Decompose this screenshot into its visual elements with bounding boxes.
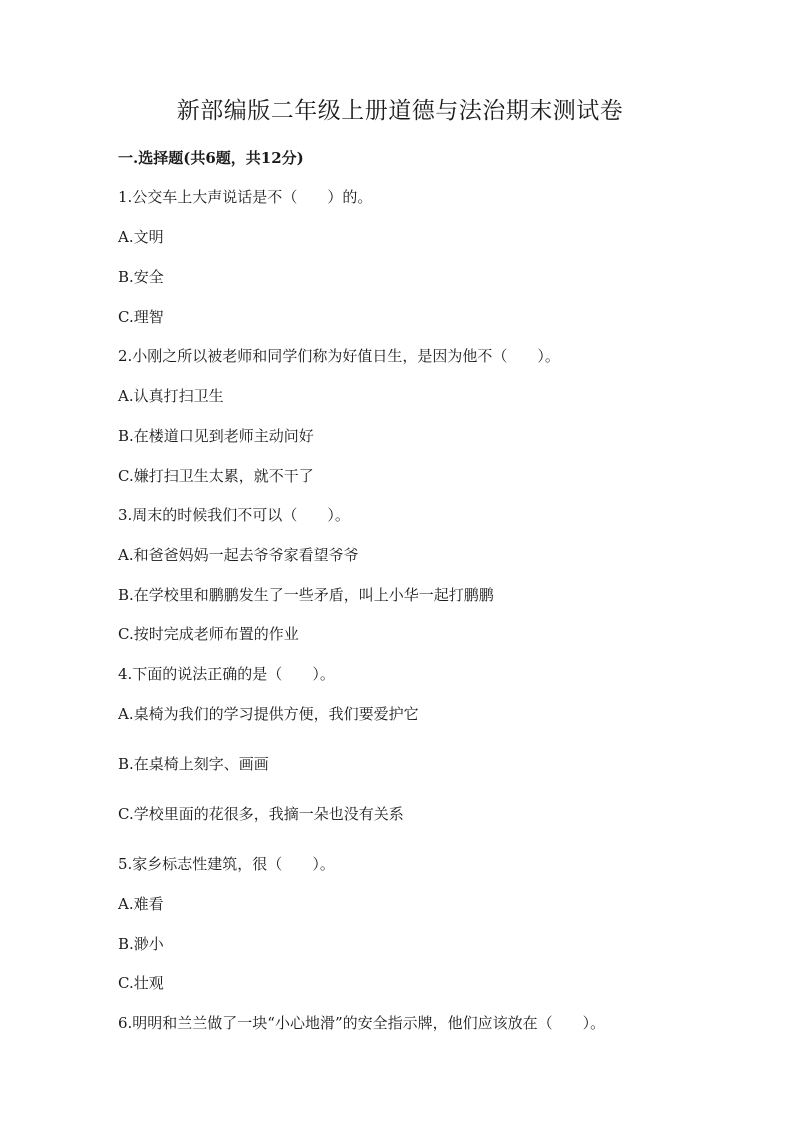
question-1-option-a: A.文明 — [118, 228, 164, 246]
question-3-stem: 3.周末的时候我们不可以（ ）。 — [118, 506, 350, 524]
question-4-option-b: B.在桌椅上刻字、画画 — [118, 755, 269, 773]
section-header: 一.选择题(共6题，共12分) — [118, 149, 304, 167]
question-4-option-c: C.学校里面的花很多，我摘一朵也没有关系 — [118, 805, 404, 823]
question-3-option-a: A.和爸爸妈妈一起去爷爷家看望爷爷 — [118, 546, 359, 564]
question-2-option-b: B.在楼道口见到老师主动问好 — [118, 427, 314, 445]
question-5-option-c: C.壮观 — [118, 974, 164, 992]
question-1-option-c: C.理智 — [118, 308, 164, 326]
question-3-option-b: B.在学校里和鹏鹏发生了一些矛盾，叫上小华一起打鹏鹏 — [118, 586, 494, 604]
question-2-stem: 2.小刚之所以被老师和同学们称为好值日生，是因为他不（ ）。 — [118, 347, 560, 365]
question-2-option-c: C.嫌打扫卫生太累，就不干了 — [118, 467, 314, 485]
question-3-option-c: C.按时完成老师布置的作业 — [118, 625, 299, 643]
question-6-stem: 6.明明和兰兰做了一块“小心地滑”的安全指示牌，他们应该放在（ ）。 — [118, 1014, 606, 1032]
question-5-stem: 5.家乡标志性建筑，很（ ）。 — [118, 855, 335, 873]
question-2-option-a: A.认真打扫卫生 — [118, 387, 224, 405]
question-1-stem: 1.公交车上大声说话是不（ ）的。 — [118, 188, 373, 206]
question-5-option-b: B.渺小 — [118, 935, 164, 953]
question-1-option-b: B.安全 — [118, 268, 164, 286]
question-4-stem: 4.下面的说法正确的是（ ）。 — [118, 665, 335, 683]
page-title: 新部编版二年级上册道德与法治期末测试卷 — [176, 98, 624, 124]
question-5-option-a: A.难看 — [118, 895, 164, 913]
question-4-option-a: A.桌椅为我们的学习提供方便，我们要爱护它 — [118, 705, 419, 723]
